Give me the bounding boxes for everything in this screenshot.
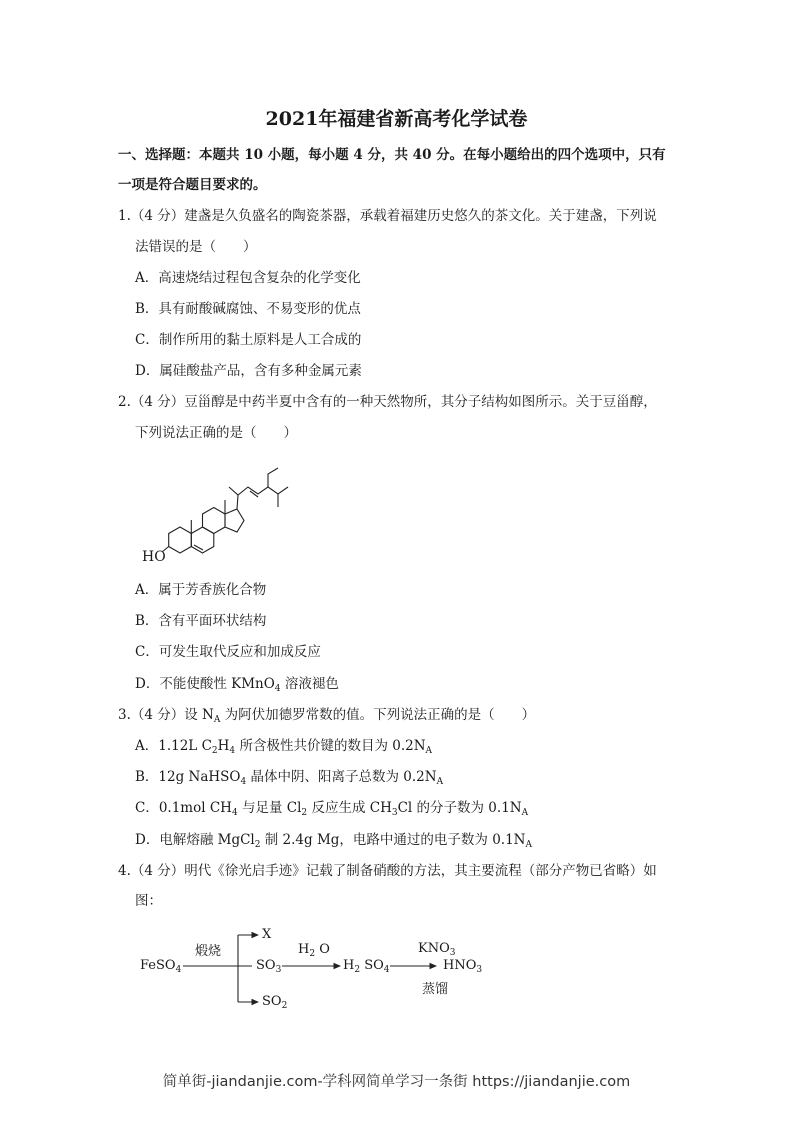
text-run: 为阿伏加德罗常数的值。下列说法正确的是（ ）: [220, 707, 536, 723]
text-run: HNO: [443, 958, 477, 973]
text-run: D．属硅酸盐产品，含有多种金属元素: [135, 363, 362, 379]
text-run: 一项是符合题目要求的。: [118, 177, 267, 193]
subscript: 2: [301, 808, 308, 818]
text-run: X: [262, 927, 272, 942]
text-run: B．具有耐酸碱腐蚀、不易变形的优点: [135, 301, 361, 317]
subscript: A: [213, 715, 221, 725]
text-run: SO: [360, 958, 384, 973]
subscript: 4: [274, 684, 281, 694]
flow-step-distill: [422, 982, 448, 998]
text-run: D．电解熔融 MgCl: [135, 832, 255, 848]
text-run: 与足量 Cl: [237, 800, 302, 816]
text-run: C．制作所用的黏土原料是人工合成的: [135, 332, 362, 348]
footer-watermark: 简单街-jiandanjie.com-学科网简单学习一条街 https://jiandanjie.com: [162, 1074, 631, 1090]
subscript: A: [525, 840, 532, 850]
text-run: O: [315, 942, 330, 957]
subscript: A: [521, 808, 529, 818]
text-run: 下列说法正确的是（ ）: [135, 425, 297, 441]
subscript: 4: [175, 965, 182, 975]
flow-product-so2: [262, 994, 287, 1010]
hydroxyl-label: HO: [142, 549, 166, 565]
text-run: 1.（4 分）建盏是久负盛名的陶瓷茶器，承载着福建历史悠久的茶文化。关于建盏，下列说: [118, 208, 657, 224]
text-run: H: [217, 738, 230, 754]
text-run: 一、选择题：本题共 10 小题，每小题 4 分，共 40 分。在每小题给出的四个选项中，只有: [118, 147, 666, 163]
text-run: 所含极性共价键的数目为 0.2N: [235, 738, 426, 754]
text-run: FeSO: [140, 958, 176, 973]
subscript: 3: [275, 965, 282, 975]
flow-h2so4: [343, 958, 390, 974]
text-run: A．高速烧结过程包含复杂的化学变化: [135, 270, 361, 286]
subscript: 2: [254, 840, 261, 850]
text-run: A．属于芳香族化合物: [135, 582, 267, 598]
text-run: 煅烧: [195, 944, 222, 959]
subscript: 3: [391, 808, 398, 818]
subscript: 3: [476, 965, 483, 975]
subscript: 4: [240, 777, 247, 787]
text-run: 2.（4 分）豆甾醇是中药半夏中含有的一种天然物所，其分子结构如图所示。关于豆甾醇，: [118, 394, 657, 410]
text-run: C．0.1mol CH: [135, 800, 232, 816]
subscript: A: [436, 777, 444, 787]
subscript: 4: [229, 746, 236, 756]
subscript: 2: [309, 949, 316, 959]
flow-product-so3: [256, 958, 281, 974]
text-run: 图：: [135, 893, 162, 909]
flow-step-water: [298, 942, 330, 958]
subscript: 3: [449, 948, 456, 958]
subscript: A: [425, 746, 433, 756]
text-run: 溶液褪色: [280, 676, 339, 692]
text-run: Cl 的分子数为 0.1N: [397, 800, 522, 816]
subscript: 2: [211, 746, 218, 756]
flow-product-hno3: [443, 958, 482, 974]
text-run: C．可发生取代反应和加成反应: [135, 644, 321, 660]
text-run: B．含有平面环状结构: [135, 613, 267, 629]
text-run: 法错误的是（ ）: [135, 239, 257, 255]
flow-step-calcine: [195, 944, 221, 960]
text-run: 4.（4 分）明代《徐光启手迹》记载了制备硝酸的方法，其主要流程（部分产物已省略）如: [118, 863, 657, 879]
text-run: 制 2.4g Mg，电路中通过的电子数为 0.1N: [260, 832, 526, 848]
text-run: KNO: [418, 941, 450, 956]
text-run: B．12g NaHSO: [135, 769, 241, 785]
subscript: 2: [354, 965, 361, 975]
text-run: 反应生成 CH: [307, 800, 392, 816]
subscript: 4: [231, 808, 238, 818]
text-run: SO: [262, 994, 282, 1009]
text-run: H: [298, 942, 310, 957]
text-run: A．1.12L C: [135, 738, 212, 754]
flow-step-kno3: [418, 941, 455, 957]
text-run: SO: [256, 958, 276, 973]
text-run: 蒸馏: [422, 982, 449, 997]
text-run: H: [343, 958, 355, 973]
subscript: 2: [281, 1001, 288, 1011]
flow-start-feso4: [140, 958, 181, 974]
flow-product-x: [262, 927, 271, 943]
text-run: 晶体中阴、阳离子总数为 0.2N: [246, 769, 437, 785]
text-run: 3.（4 分）设 N: [118, 707, 214, 723]
page-title: 2021年福建省新高考化学试卷: [265, 108, 528, 130]
text-run: D．不能使酸性 KMnO: [135, 676, 275, 692]
subscript: 4: [383, 965, 390, 975]
